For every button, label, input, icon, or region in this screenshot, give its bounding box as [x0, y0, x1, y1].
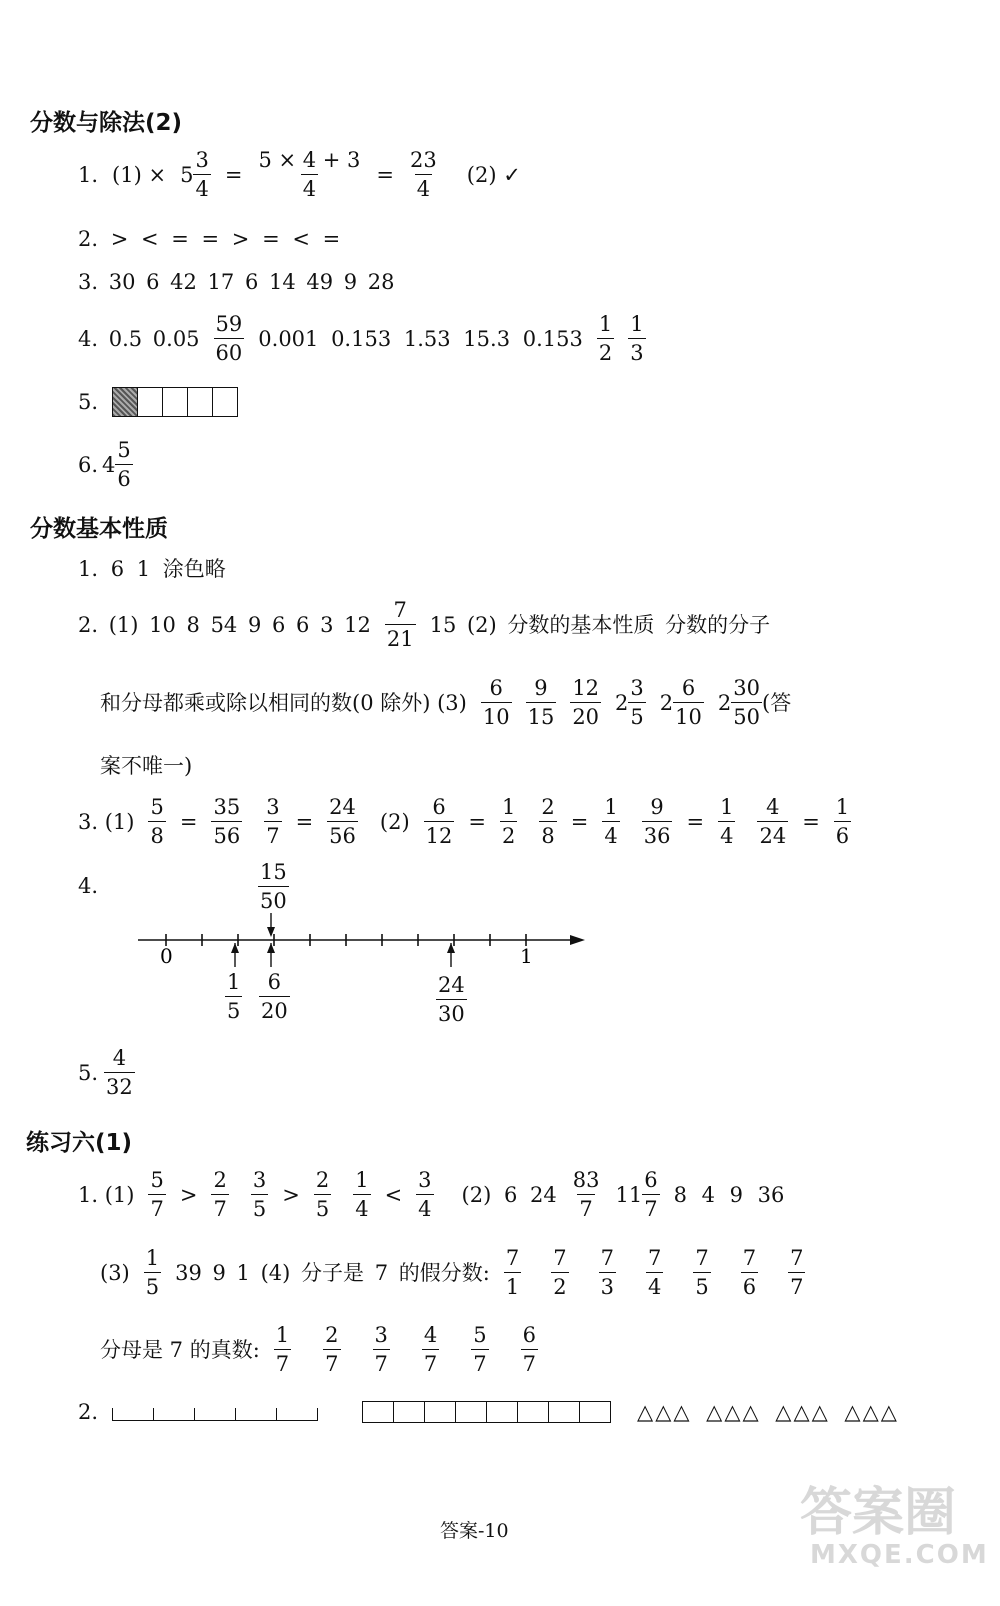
fraction: $\frac{5 \times 4 + 3}{4}$ [258, 148, 361, 201]
arrow-head-icon [570, 935, 585, 945]
s2-q2-line2: 和分母都乘或除以相同的数(0 除外) (3) $\frac{6}{10}$ $\frac{9}{15}$ $\frac{12}{20}$ 2 $\frac{3}{5}$ 2 $\frac{6}{10}$ 2 $\frac{30}{50}$ (答 [100, 676, 792, 729]
s1-q2: 2. > < = = > = < = [78, 227, 341, 251]
bottom-fraction-1-5: $\frac{1}{5}$ [227, 970, 241, 1023]
s3-q1c: 分母是 7 的真数: $\frac{1}{7}$ $\frac{2}{7}$ $\frac{3}{7}$ $\frac{4}{7}$ $\frac{5}{7}$ $\frac{6}{7}$ [100, 1323, 537, 1376]
watermark-logo: 答案圈 [800, 1483, 957, 1543]
section-title-fraction-property: 分数基本性质 [30, 516, 168, 542]
s3-q2: 2. △△△ △△△ △△△ △△△ [78, 1400, 899, 1424]
s1-q5: 5. [78, 387, 252, 417]
s2-q2: 2. (1) 10 8 54 9 6 6 3 12 $\frac{7}{21}$ 15 (2) 分数的基本性质 分数的分子 [78, 598, 771, 651]
fraction: $\frac{23}{4}$ [410, 148, 437, 201]
s1-q1: 1. (1) × 5 $\frac{3}{4}$ = $\frac{5 \times 4 + 3}{4}$ = $\frac{23}{4}$ (2) ✓ [78, 148, 521, 201]
number-line-diagram [130, 855, 600, 1045]
triangle-groups: △△△ △△△ △△△ △△△ [637, 1400, 899, 1424]
box-row-diagram [362, 1401, 611, 1423]
zero-label: 0 [160, 944, 173, 968]
fraction: $\frac{1}{3}$ [630, 312, 644, 365]
bottom-fraction-6-20: $\frac{6}{20}$ [261, 970, 288, 1023]
shaded-boxes-diagram [112, 387, 238, 417]
section-title-fraction-division: 分数与除法(2) [30, 110, 183, 136]
top-fraction-15-50: $\frac{15}{50}$ [260, 860, 287, 913]
s3-q1a: 1. (1) $\frac{5}{7}$ > $\frac{2}{7}$ $\frac{3}{5}$ > $\frac{2}{5}$ $\frac{1}{4}$ < $\frac{3}{4}$ (2) 6 24 $\frac{83}{7}$ 11 $\frac{6}{7}$ 8 4 9 36 [78, 1168, 785, 1221]
mixed-number: 5 $\frac{3}{4}$ [180, 148, 209, 201]
s2-q5: 5. $\frac{4}{32}$ [78, 1046, 133, 1099]
bottom-fraction-24-30: $\frac{24}{30}$ [438, 973, 465, 1026]
s1-q3: 3. 30 6 42 17 6 14 49 9 28 [78, 270, 395, 294]
fraction: $\frac{7}{21}$ [386, 598, 414, 651]
one-label: 1 [520, 944, 533, 968]
mixed-number: 4 $\frac{5}{6}$ [102, 438, 131, 491]
s2-q4-label: 4. [78, 874, 99, 898]
s3-q1b: (3) $\frac{1}{5}$ 39 9 1 (4) 分子是 7 的假分数: $\frac{7}{1}$ $\frac{7}{2}$ $\frac{7}{3}$ $\frac{7}{4}$ $\frac{7}{5}$ $\frac{7}{6}$ $\frac{7}{7}$ [100, 1246, 804, 1299]
tick-segment-diagram [112, 1404, 318, 1421]
section-title-exercise-6: 练习六(1) [26, 1130, 133, 1156]
s2-q3: 3. (1) $\frac{5}{8}$ = $\frac{35}{56}$ $\frac{3}{7}$ = $\frac{24}{56}$ (2) $\frac{6}{12}$ = $\frac{1}{2}$ $\frac{2}{8}$ = $\frac{1}{4}$ $\frac{9}{36}$ = $\frac{1}{4}$ $\frac{4}{24}$ = $\frac{1}{6}$ [78, 795, 850, 848]
fraction: $\frac{1}{2}$ [598, 312, 613, 365]
s1-q4: 4. 0.5 0.05 $\frac{59}{60}$ 0.001 0.153 1.53 15.3 0.153 $\frac{1}{2}$ $\frac{1}{3}$ [78, 312, 644, 365]
page-footer: 答案-10 [440, 1520, 509, 1542]
s1-q6: 6. 4 $\frac{5}{6}$ [78, 438, 131, 491]
watermark-url: MXQE.COM [810, 1540, 989, 1570]
fraction: $\frac{59}{60}$ [215, 312, 243, 365]
s2-q1: 1. 6 1 涂色略 [78, 557, 226, 581]
s2-q2-line3: 案不唯一) [100, 754, 193, 778]
